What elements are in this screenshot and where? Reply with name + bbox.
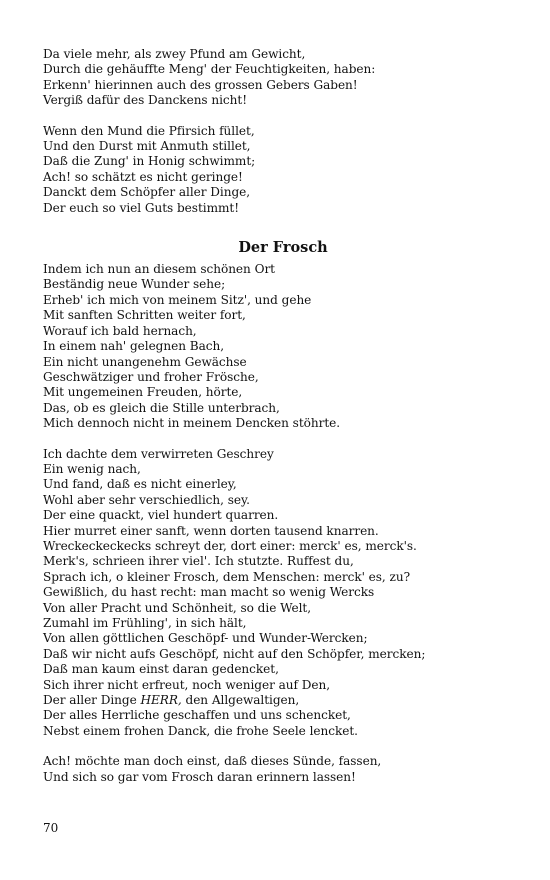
stanza-frosch-1	[43, 262, 523, 431]
verse-line: Mich dennoch nicht in meinem Dencken stöhrte.	[43, 416, 341, 431]
verse-line: Mit ungemeinen Freuden, hörte,	[43, 385, 243, 400]
verse-line: Merk's, schrieen ihrer viel'. Ich stutzte. Ruffest du,	[43, 554, 354, 569]
verse-line: Gewißlich, du hast recht: man macht so wenig Wercks	[43, 585, 375, 600]
verse-line: Von aller Pracht und Schönheit, so die Welt,	[43, 600, 312, 615]
verse-line: Der eine quackt, viel hundert quarren.	[43, 508, 279, 523]
verse-line: Und sich so gar vom Frosch daran erinnern lassen!	[43, 769, 356, 784]
verse-line: Der euch so viel Guts bestimmt!	[43, 200, 240, 215]
verse-line-herr	[43, 693, 523, 708]
verse-line: Sich ihrer nicht erfreut, noch weniger auf Den,	[43, 677, 331, 692]
verse-line: Hier murret einer sanft, wenn dorten tausend knarren.	[43, 523, 379, 538]
emphasized-word: HERR,	[140, 693, 182, 708]
verse-line: Das, ob es gleich die Stille unterbrach,	[43, 400, 280, 415]
verse-line: Danckt dem Schöpfer aller Dinge,	[43, 185, 251, 200]
verse-line: Vergiß dafür des Danckens nicht!	[43, 93, 248, 108]
stanza-prelude-1	[43, 47, 523, 109]
verse-line: Und den Durst mit Anmuth stillet,	[43, 139, 251, 154]
verse-line: Und fand, daß es nicht einerley,	[43, 477, 237, 492]
verse-line: Daß man kaum einst daran gedencket,	[43, 662, 279, 677]
verse-text: Der aller Dinge	[43, 693, 141, 708]
verse-line: Ich dachte dem verwirreten Geschrey	[43, 446, 274, 461]
verse-line: Ach! möchte man doch einst, daß dieses Sünde, fassen,	[43, 754, 382, 769]
verse-line: Daß wir nicht aufs Geschöpf, nicht auf den Schöpfer, mercken;	[43, 646, 426, 661]
verse-line: In einem nah' gelegnen Bach,	[43, 339, 224, 354]
stanza-prelude-2	[43, 124, 523, 216]
verse-line: Indem ich nun an diesem schönen Ort	[43, 262, 275, 277]
verse-line: Ein wenig nach,	[43, 461, 141, 476]
verse-line: Beständig neue Wunder sehe;	[43, 277, 226, 292]
verse-line: Wohl aber sehr verschiedlich, sey.	[43, 492, 250, 507]
verse-line: Zumahl im Frühling', in sich hält,	[43, 616, 247, 630]
verse-text: den Allgewaltigen,	[181, 693, 300, 708]
verse-line: Geschwätziger und froher Frösche,	[43, 369, 259, 384]
page-number: 70	[43, 821, 59, 835]
verse-line: Daß die Zung' in Honig schwimmt;	[43, 154, 256, 169]
stanza-frosch-2	[43, 447, 523, 740]
verse-line: Ein nicht unangenehm Gewächse	[43, 354, 247, 369]
page-body	[43, 47, 523, 785]
verse-line: Da viele mehr, als zwey Pfund am Gewicht,	[43, 47, 306, 61]
verse-line: Worauf ich bald hernach,	[43, 323, 197, 338]
stanza-frosch-3	[43, 754, 523, 785]
verse-line: Durch die gehäuffte Meng' der Feuchtigkeiten, haben:	[43, 62, 376, 77]
verse-line: Mit sanften Schritten weiter fort,	[43, 308, 246, 323]
verse-line: Ach! so schätzt es nicht geringe!	[43, 169, 243, 184]
verse-line: Nebst einem frohen Danck, die frohe Seele lencket.	[43, 723, 358, 738]
verse-line: Wreckeckeckecks schreyt der, dort einer: merck' es, merck's.	[43, 538, 417, 553]
verse-line: Wenn den Mund die Pfirsich füllet,	[43, 123, 255, 138]
poem-title: Der Frosch	[238, 239, 328, 257]
verse-line: Sprach ich, o kleiner Frosch, dem Menschen: merck' es, zu?	[43, 569, 411, 584]
verse-line: Erheb' ich mich von meinem Sitz', und gehe	[43, 292, 312, 307]
verse-line: Erkenn' hierinnen auch des grossen Gebers Gaben!	[43, 77, 358, 92]
verse-line: Der alles Herrliche geschaffen und uns schencket,	[43, 708, 351, 723]
verse-line: Von allen göttlichen Geschöpf- und Wunder-Wercken;	[43, 631, 368, 646]
